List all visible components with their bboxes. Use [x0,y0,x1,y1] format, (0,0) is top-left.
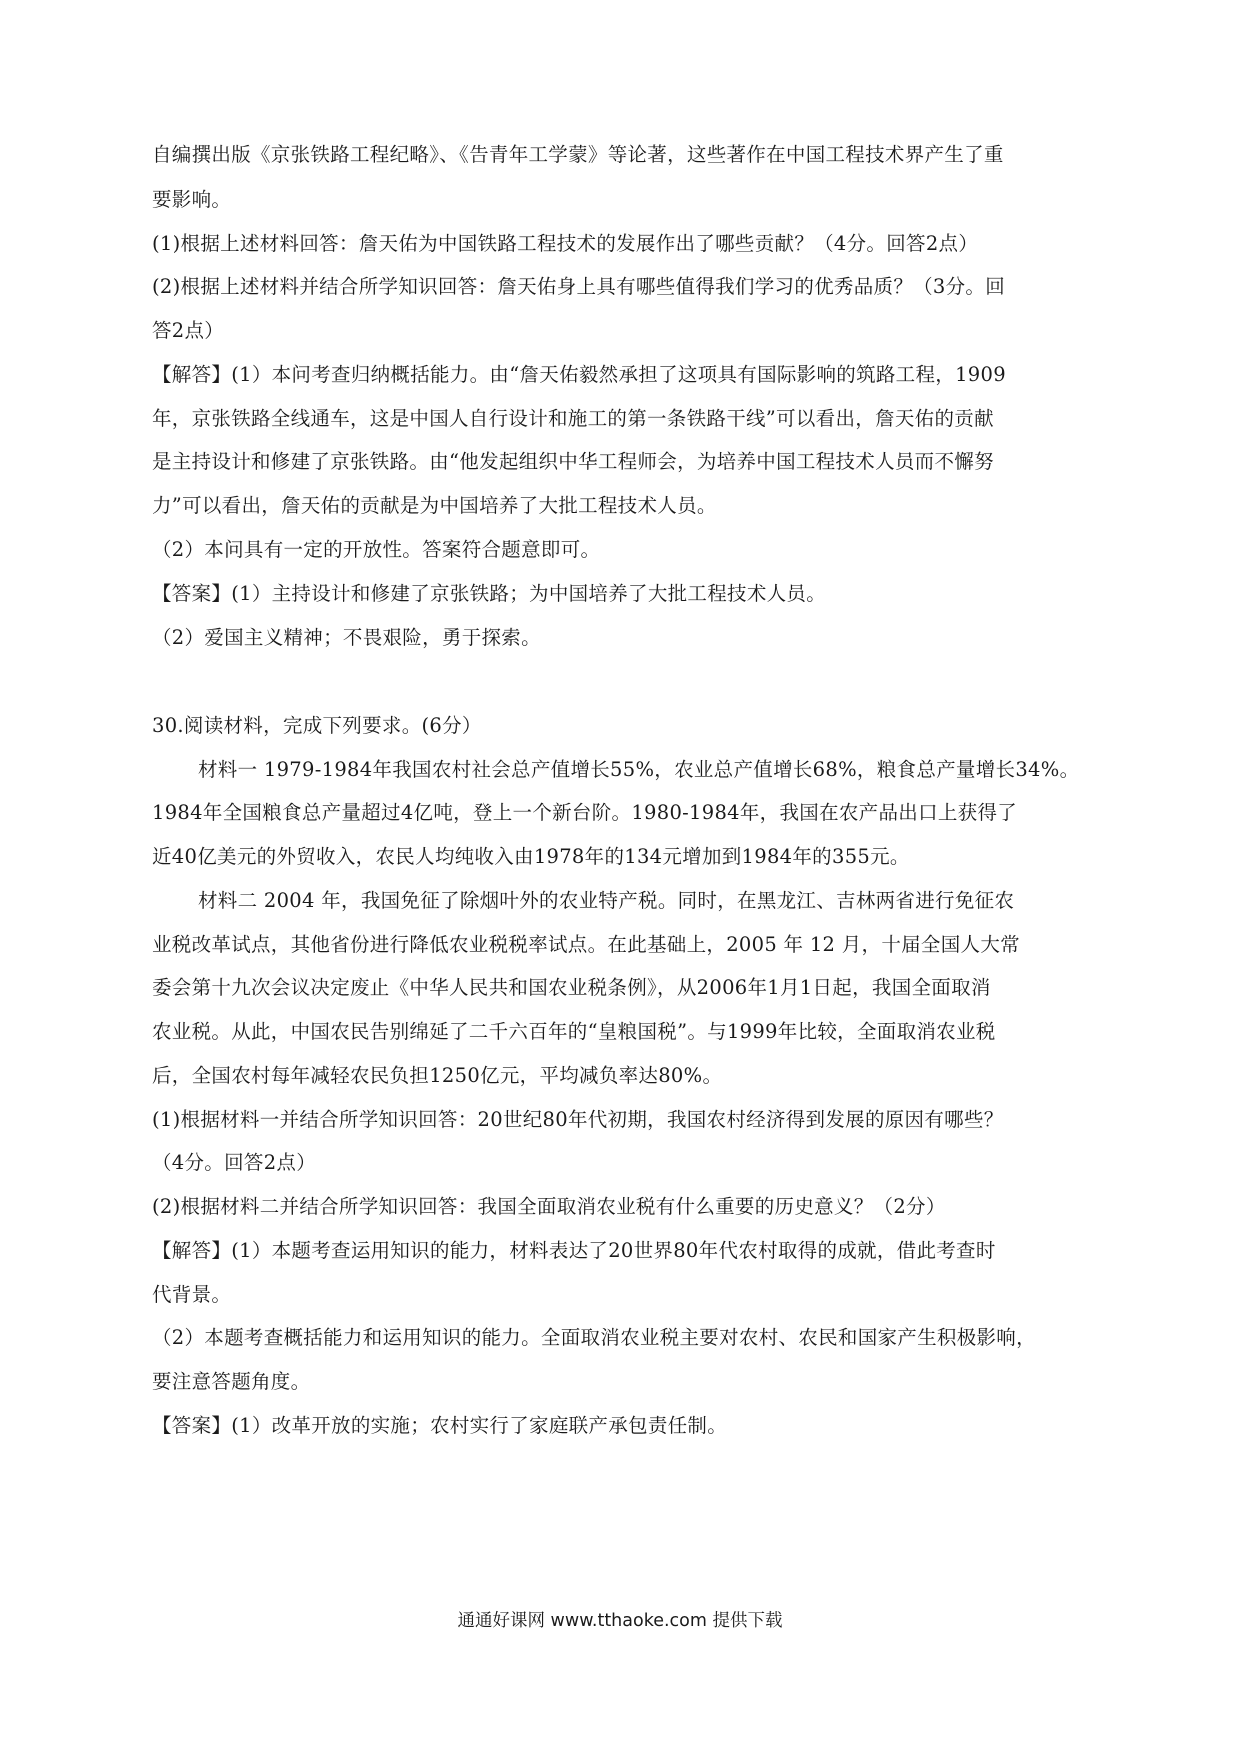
q30-material-1-line-3: 近40亿美元的外贸收入，农民人均纯收入由1978年的134元增加到1984年的355元。 [152,845,910,868]
q29-analysis-line-2: 年，京张铁路全线通车，这是中国人自行设计和施工的第一条铁路干线”可以看出，詹天佑的贡献 [152,407,994,430]
q29-subquestion-2-line-2: 答2点） [152,319,225,342]
q29-analysis-line-5: （2）本问具有一定的开放性。答案符合题意即可。 [152,538,601,561]
q30-material-2-line-4: 农业税。从此，中国农民告别绵延了二千六百年的“皇粮国税”。与1999年比较，全面取消农业税 [152,1020,996,1043]
q30-analysis-line-3: （2）本题考查概括能力和运用知识的能力。全面取消农业税主要对农村、农民和国家产生积极影响， [152,1326,1036,1349]
q29-material-continuation-line-2: 要影响。 [152,188,232,211]
q30-material-2-line-5: 后，全国农村每年减轻农民负担1250亿元，平均减负率达80%。 [152,1064,723,1087]
q29-subquestion-1: (1)根据上述材料回答：詹天佑为中国铁路工程技术的发展作出了哪些贡献？（4分。回答2点） [152,232,979,255]
q29-subquestion-2-line-1: (2)根据上述材料并结合所学知识回答：詹天佑身上具有哪些值得我们学习的优秀品质？（3分。回 [152,275,1006,298]
q30-material-2-line-1: 材料二 2004 年，我国免征了除烟叶外的农业特产税。同时，在黑龙江、吉林两省进行免征农 [198,889,1015,912]
q30-analysis-line-4: 要注意答题角度。 [152,1370,311,1393]
q29-material-continuation-line-1: 自编撰出版《京张铁路工程纪略》、《告青年工学蒙》等论著，这些著作在中国工程技术界产生了重 [152,143,1004,166]
q30-material-2-line-3: 委会第十九次会议决定废止《中华人民共和国农业税条例》，从2006年1月1日起，我国全面取消 [152,976,991,999]
q30-analysis-line-2: 代背景。 [152,1283,232,1306]
page-footer: 通通好课网 www.tthaoke.com 提供下载 [457,1611,783,1631]
q29-analysis-line-4: 力”可以看出，詹天佑的贡献是为中国培养了大批工程技术人员。 [152,494,717,517]
q29-answer-line-2: （2）爱国主义精神；不畏艰险，勇于探索。 [152,626,541,649]
q30-material-1-line-1: 材料一 1979-1984年我国农村社会总产值增长55%，农业总产值增长68%，粮食总产量增长34%。 [198,758,1080,781]
q30-answer-line-1: 【答案】(1）改革开放的实施；农村实行了家庭联产承包责任制。 [152,1414,728,1437]
q30-subquestion-1-line-1: (1)根据材料一并结合所学知识回答：20世纪80年代初期，我国农村经济得到发展的原因有哪些？ [152,1108,1004,1131]
q30-material-1-line-2: 1984年全国粮食总产量超过4亿吨，登上一个新台阶。1980-1984年，我国在农产品出口上获得了 [152,801,1018,824]
q30-analysis-line-1: 【解答】(1）本题考查运用知识的能力，材料表达了20世界80年代农村取得的成就，借此考查时 [152,1239,996,1262]
q30-title: 30.阅读材料，完成下列要求。(6分） [152,714,482,737]
q30-material-2-line-2: 业税改革试点，其他省份进行降低农业税税率试点。在此基础上，2005 年 12 月，十届全国人大常 [152,933,1020,956]
q29-analysis-line-1: 【解答】(1）本问考查归纳概括能力。由“詹天佑毅然承担了这项具有国际影响的筑路工程，1909 [152,363,1006,386]
q29-answer-line-1: 【答案】(1）主持设计和修建了京张铁路；为中国培养了大批工程技术人员。 [152,582,827,605]
q30-subquestion-1-line-2: （4分。回答2点） [152,1151,317,1174]
q29-analysis-line-3: 是主持设计和修建了京张铁路。由“他发起组织中华工程师会，为培养中国工程技术人员而不懈努 [152,450,994,473]
q30-subquestion-2: (2)根据材料二并结合所学知识回答：我国全面取消农业税有什么重要的历史意义？（2分） [152,1195,946,1218]
